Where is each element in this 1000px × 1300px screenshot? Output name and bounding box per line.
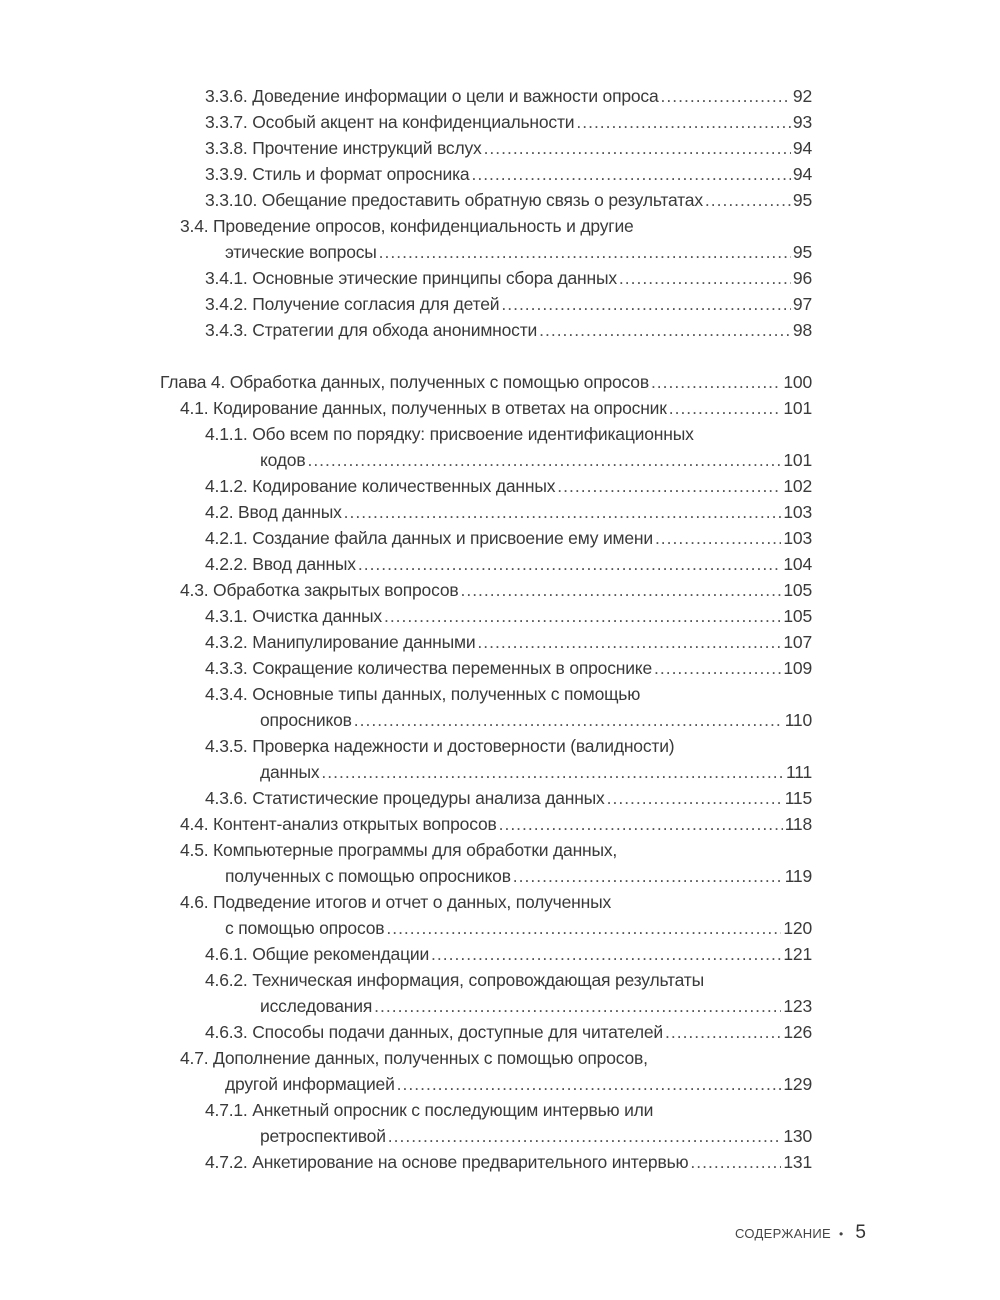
- toc-chapter-entry[interactable]: [160, 369, 812, 395]
- toc-entry[interactable]: [160, 967, 812, 1019]
- toc-entry-title: 3.3.6. Доведение информации о цели и важности опроса: [205, 83, 661, 109]
- dot-leader: [344, 499, 782, 525]
- toc-page-number: 94: [792, 164, 812, 184]
- toc-page-number: 92: [792, 86, 812, 106]
- dot-leader: [431, 941, 781, 967]
- toc-entry-title: 3.4.3. Стратегии для обхода анонимности: [205, 317, 539, 343]
- toc-page-number: 118: [784, 814, 812, 834]
- toc-page-number: 126: [783, 1022, 812, 1042]
- toc-entry-title: 4.2.1. Создание файла данных и присвоение ему имени: [205, 525, 655, 551]
- toc-entry[interactable]: [160, 499, 812, 525]
- toc-entry[interactable]: [160, 1045, 812, 1097]
- toc-page-number: 121: [783, 944, 812, 964]
- toc-entry[interactable]: [160, 629, 812, 655]
- dot-leader: [651, 369, 781, 395]
- toc-page-number: 95: [792, 242, 812, 262]
- toc-entry[interactable]: [160, 577, 812, 603]
- dot-leader: [471, 161, 790, 187]
- toc-page-number: 97: [792, 294, 812, 314]
- toc-page-number: 104: [783, 554, 812, 574]
- dot-leader: [386, 915, 781, 941]
- dot-leader: [705, 187, 791, 213]
- toc-entry-title: 4.2.2. Ввод данных: [205, 551, 358, 577]
- toc-entry[interactable]: [160, 811, 812, 837]
- toc-page-number: 107: [783, 632, 812, 652]
- toc-page-number: 105: [783, 606, 812, 626]
- toc-entry-title: 4.1.2. Кодирование количественных данных: [205, 473, 557, 499]
- toc-entry[interactable]: [160, 1149, 812, 1175]
- toc-entry-title: с помощью опросов: [225, 915, 386, 941]
- dot-leader: [557, 473, 781, 499]
- dot-leader: [307, 447, 781, 473]
- dot-leader: [374, 993, 781, 1019]
- toc-entry[interactable]: [160, 681, 812, 733]
- toc-entry-title: 3.4.2. Получение согласия для детей: [205, 291, 501, 317]
- toc-entry[interactable]: [160, 187, 812, 213]
- toc-entry[interactable]: [160, 265, 812, 291]
- toc-page-number: 129: [783, 1074, 812, 1094]
- dot-leader: [655, 525, 781, 551]
- dot-leader: [379, 239, 791, 265]
- toc-entry[interactable]: [160, 603, 812, 629]
- toc-entry-title: 4.3.4. Основные типы данных, полученных с помощью: [205, 684, 641, 704]
- toc-entry-title: 4.2. Ввод данных: [205, 499, 344, 525]
- toc-entry[interactable]: [160, 421, 812, 473]
- toc-page-number: 94: [792, 138, 812, 158]
- toc-entry-title: 3.4. Проведение опросов, конфиденциальность и другие: [180, 216, 634, 236]
- toc-entry-title: Глава 4. Обработка данных, полученных с помощью опросов: [160, 369, 651, 395]
- toc-entry-title: 3.3.7. Особый акцент на конфиденциальности: [205, 109, 576, 135]
- toc-entry-title: исследования: [260, 993, 374, 1019]
- dot-leader: [665, 1019, 781, 1045]
- toc-entry[interactable]: [160, 941, 812, 967]
- toc-page-number: 119: [784, 866, 812, 886]
- toc-page-number: 93: [792, 112, 812, 132]
- toc-page-number: 96: [792, 268, 812, 288]
- toc-entry[interactable]: [160, 785, 812, 811]
- dot-leader: [539, 317, 791, 343]
- toc-entry-title: ретроспективой: [260, 1123, 388, 1149]
- toc-page-number: 115: [784, 788, 812, 808]
- dot-leader: [619, 265, 791, 291]
- toc-page-number: 130: [783, 1126, 812, 1146]
- dot-leader: [661, 83, 791, 109]
- toc-page-number: 109: [783, 658, 812, 678]
- dot-leader: [669, 395, 782, 421]
- toc-entry-title: 4.1. Кодирование данных, полученных в ответах на опросник: [180, 395, 669, 421]
- toc-entry-title: данных: [260, 759, 321, 785]
- running-header-label: СОДЕРЖАНИЕ: [735, 1226, 832, 1241]
- toc-entry-title: 4.6.3. Способы подачи данных, доступные для читателей: [205, 1019, 665, 1045]
- dot-leader: [354, 707, 783, 733]
- toc-page-number: 110: [784, 710, 812, 730]
- toc-entry[interactable]: [160, 291, 812, 317]
- page-number: 5: [855, 1222, 867, 1243]
- table-of-contents: [160, 83, 812, 1175]
- toc-entry-title: 3.4.1. Основные этические принципы сбора данных: [205, 265, 619, 291]
- toc-entry-title: 4.3.6. Статистические процедуры анализа данных: [205, 785, 607, 811]
- toc-entry[interactable]: [160, 317, 812, 343]
- toc-entry[interactable]: [160, 733, 812, 785]
- toc-page-number: 103: [783, 502, 812, 522]
- dot-leader: [484, 135, 791, 161]
- toc-entry-title: 4.3.5. Проверка надежности и достоверности (валидности): [205, 736, 675, 756]
- toc-entry-title: 4.3.2. Манипулирование данными: [205, 629, 477, 655]
- toc-entry-title: 4.7.2. Анкетирование на основе предварительного интервью: [205, 1149, 690, 1175]
- toc-entry[interactable]: [160, 1019, 812, 1045]
- toc-page-number: 131: [783, 1152, 812, 1172]
- toc-entry[interactable]: [160, 655, 812, 681]
- toc-page-number: 101: [783, 398, 812, 418]
- toc-entry-title: 4.4. Контент-анализ открытых вопросов: [180, 811, 499, 837]
- toc-entry-title: 4.6.2. Техническая информация, сопровождающая результаты: [205, 970, 704, 990]
- toc-entry[interactable]: [160, 83, 812, 109]
- dot-leader: [654, 655, 781, 681]
- dot-leader: [576, 109, 791, 135]
- toc-entry-title: 3.3.10. Обещание предоставить обратную связь о результатах: [205, 187, 705, 213]
- toc-page-number: 105: [783, 580, 812, 600]
- toc-entry-title: 4.3.3. Сокращение количества переменных в опроснике: [205, 655, 654, 681]
- dot-leader: [477, 629, 781, 655]
- toc-page-number: 123: [783, 996, 812, 1016]
- toc-entry-title: 4.7.1. Анкетный опросник с последующим интервью или: [205, 1100, 654, 1120]
- toc-entry-title: 3.3.9. Стиль и формат опросника: [205, 161, 471, 187]
- toc-entry-title: 4.6. Подведение итогов и отчет о данных, полученных: [180, 892, 611, 912]
- toc-entry[interactable]: [160, 473, 812, 499]
- section-gap: [160, 343, 812, 369]
- page-footer: [735, 1222, 866, 1244]
- toc-entry[interactable]: [160, 161, 812, 187]
- toc-entry-title: 4.3.1. Очистка данных: [205, 603, 384, 629]
- toc-entry-title: 3.3.8. Прочтение инструкций вслух: [205, 135, 484, 161]
- toc-entry-title: 4.3. Обработка закрытых вопросов: [180, 577, 460, 603]
- dot-leader: [384, 603, 781, 629]
- toc-entry-title: 4.7. Дополнение данных, полученных с помощью опросов,: [180, 1048, 648, 1068]
- toc-page-number: 120: [783, 918, 812, 938]
- toc-entry-title: этические вопросы: [225, 239, 379, 265]
- dot-leader: [388, 1123, 782, 1149]
- toc-entry[interactable]: [160, 109, 812, 135]
- toc-entry[interactable]: [160, 525, 812, 551]
- toc-page-number: 98: [792, 320, 812, 340]
- dot-leader: [501, 291, 791, 317]
- toc-page-number: 100: [783, 372, 812, 392]
- toc-entry-title: кодов: [260, 447, 307, 473]
- toc-entry-title: другой информацией: [225, 1071, 397, 1097]
- dot-leader: [499, 811, 783, 837]
- dot-leader: [460, 577, 781, 603]
- toc-entry[interactable]: [160, 1097, 812, 1149]
- dot-leader: [321, 759, 784, 785]
- toc-entry[interactable]: [160, 395, 812, 421]
- toc-page-number: 102: [783, 476, 812, 496]
- dot-leader: [607, 785, 783, 811]
- toc-entry-title: опросников: [260, 707, 354, 733]
- dot-leader: [358, 551, 782, 577]
- toc-entry-title: 4.5. Компьютерные программы для обработки данных,: [180, 840, 618, 860]
- toc-entry-title: 4.6.1. Общие рекомендации: [205, 941, 431, 967]
- toc-entry[interactable]: [160, 889, 812, 941]
- toc-entry[interactable]: [160, 213, 812, 265]
- bullet-separator: •: [838, 1227, 844, 1241]
- toc-page-number: 111: [785, 762, 812, 782]
- toc-entry-title: 4.1.1. Обо всем по порядку: присвоение идентификационных: [205, 424, 694, 444]
- dot-leader: [397, 1071, 782, 1097]
- toc-entry-title: полученных с помощью опросников: [225, 863, 513, 889]
- toc-entry[interactable]: [160, 551, 812, 577]
- toc-entry[interactable]: [160, 135, 812, 161]
- dot-leader: [690, 1149, 781, 1175]
- toc-entry[interactable]: [160, 837, 812, 889]
- toc-page-number: 95: [792, 190, 812, 210]
- dot-leader: [513, 863, 783, 889]
- toc-page-number: 101: [783, 450, 812, 470]
- toc-page-number: 103: [783, 528, 812, 548]
